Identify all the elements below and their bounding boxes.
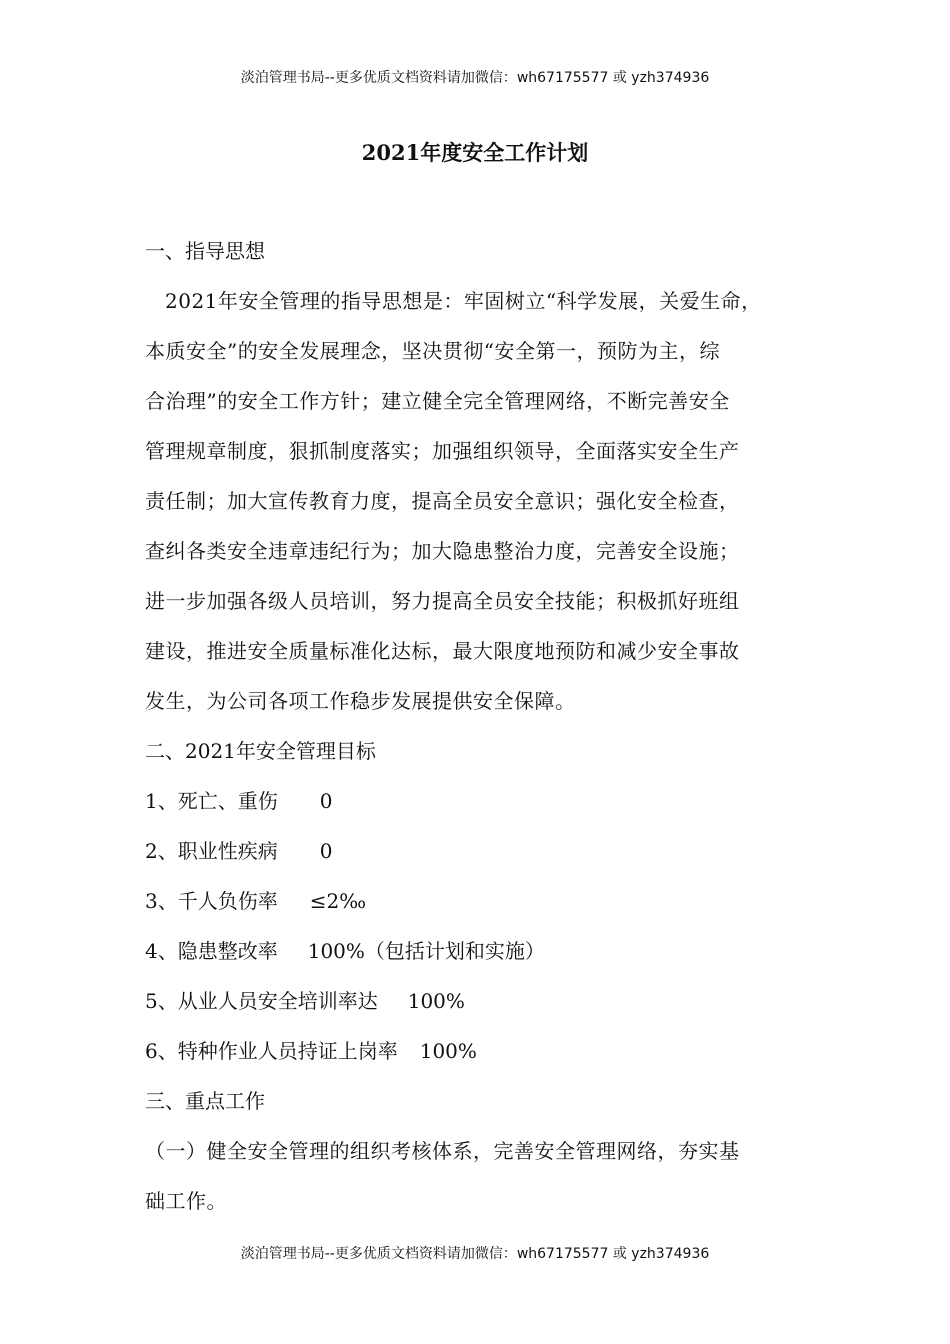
paragraph-line: 进一步加强各级人员培训，努力提高全员安全技能；积极抓好班组	[145, 589, 740, 613]
goal-label: 1、死亡、重伤	[145, 789, 278, 813]
section-heading-key-work: 三、重点工作	[145, 1089, 265, 1113]
guiding-ideology-paragraph	[145, 285, 810, 735]
paragraph-line: 2021年安全管理的指导思想是：牢固树立“科学发展，关爱生命，	[165, 289, 762, 313]
paragraph-line: 管理规章制度，狠抓制度落实；加强组织领导，全面落实安全生产	[145, 439, 740, 463]
key-work-item-1	[145, 1135, 810, 1235]
paragraph-line: 建设，推进安全质量标准化达标，最大限度地预防和减少安全事故	[145, 639, 740, 663]
goal-value: ≤2‰	[309, 889, 367, 913]
footer-note: 淡泊管理书局--更多优质文档资料请加微信：wh67175577 或 yzh374936	[240, 1246, 710, 1262]
goal-item	[145, 885, 810, 935]
paragraph-line: 础工作。	[145, 1189, 227, 1213]
goal-item	[145, 835, 810, 885]
document-title: 2021年度安全工作计划	[361, 140, 589, 165]
goal-item	[145, 985, 810, 1035]
goal-item	[145, 785, 810, 835]
document-body	[145, 235, 810, 1235]
goal-value: 0	[319, 789, 333, 813]
paragraph-line: 本质安全”的安全发展理念，坚决贯彻“安全第一，预防为主，综	[145, 339, 720, 363]
paragraph-line: 合治理”的安全工作方针；建立健全完全管理网络，不断完善安全	[145, 389, 730, 413]
goal-label: 6、特种作业人员持证上岗率	[145, 1039, 398, 1063]
section-heading-guiding-ideology: 一、指导思想	[145, 239, 265, 263]
goal-value: 100%	[419, 1039, 477, 1063]
goal-item	[145, 1035, 810, 1085]
goal-item	[145, 935, 810, 985]
section-heading-safety-goals: 二、2021年安全管理目标	[145, 739, 376, 763]
goal-value: 0	[319, 839, 333, 863]
paragraph-line: 发生，为公司各项工作稳步发展提供安全保障。	[145, 689, 576, 713]
goal-label: 5、从业人员安全培训率达	[145, 989, 378, 1013]
header-note: 淡泊管理书局--更多优质文档资料请加微信：wh67175577 或 yzh374936	[240, 70, 710, 86]
paragraph-line: 查纠各类安全违章违纪行为；加大隐患整治力度，完善安全设施；	[145, 539, 740, 563]
goal-label: 4、隐患整改率	[145, 939, 278, 963]
goal-label: 2、职业性疾病	[145, 839, 278, 863]
paragraph-line: 责任制；加大宣传教育力度，提高全员安全意识；强化安全检查，	[145, 489, 740, 513]
goal-value: 100%	[407, 989, 465, 1013]
goal-value: 100%（包括计划和实施）	[307, 939, 545, 963]
goal-label: 3、千人负伤率	[145, 889, 278, 913]
paragraph-line: （一）健全安全管理的组织考核体系，完善安全管理网络，夯实基	[145, 1139, 740, 1163]
